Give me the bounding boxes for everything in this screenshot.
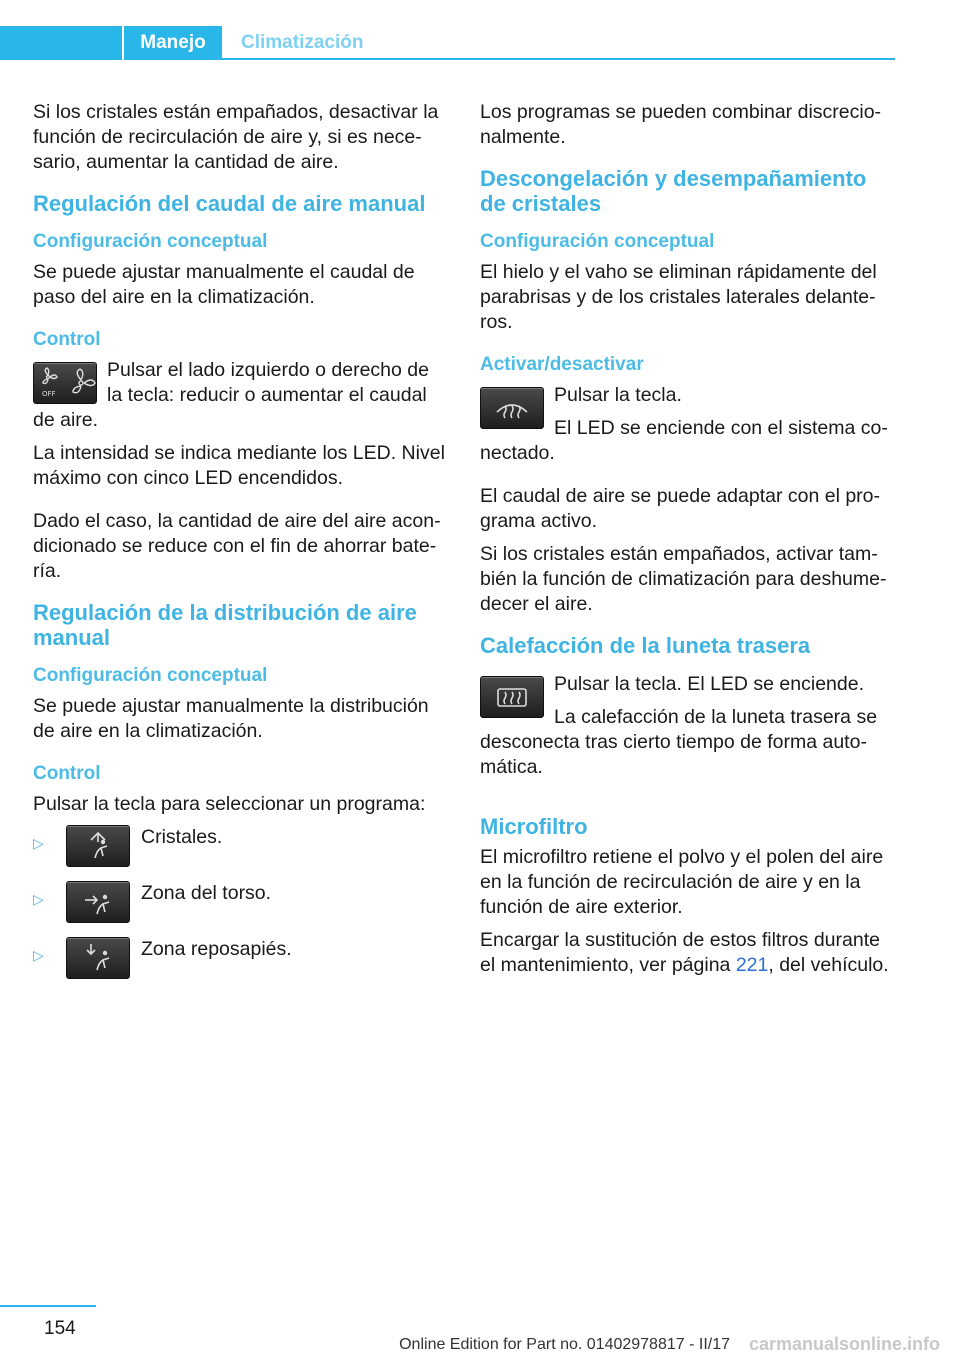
page-number: 154 (44, 1318, 76, 1339)
list-item (33, 881, 448, 937)
paragraph-service (480, 928, 895, 978)
footer-rule (0, 1305, 96, 1307)
header-chapter-tab: Manejo (124, 26, 222, 60)
windshield-defrost-icon (480, 387, 544, 429)
heading-manual-distribution: Regulación de la distribución de aire manual (33, 600, 417, 650)
header-rule (222, 58, 895, 60)
program-list (33, 825, 448, 993)
subheading-control: Control (33, 329, 101, 350)
airflow-torso-icon (66, 881, 130, 923)
program-label: Zona del torso. (141, 882, 272, 904)
paragraph: Se puede ajustar manualmente la distribución de aire en la climatización. (33, 695, 429, 742)
list-item (33, 937, 448, 993)
paragraph: Pulsar la tecla. El LED se enciende. (554, 673, 865, 695)
program-label: Zona reposapiés. (141, 938, 292, 960)
paragraph: Pulsar la tecla. (554, 384, 682, 406)
service-text: Encargar la sustitución de estos filtros durante el mantenimiento, ver página (480, 929, 880, 976)
paragraph: Se puede ajustar manualmente el caudal de paso del aire en la climatización. (33, 261, 415, 308)
paragraph: Los programas se pueden combinar discrecionalmente. (480, 101, 882, 148)
list-item (33, 825, 448, 881)
subheading-concept: Configuración conceptual (33, 665, 268, 686)
watermark: carmanualsonline.info (748, 1334, 940, 1354)
heading-manual-airflow: Regulación del caudal de aire manual (33, 191, 426, 216)
airflow-windshield-icon (66, 825, 130, 867)
right-column (480, 100, 895, 986)
edition-text: Online Edition for Part no. 01402978817 - II/17 (399, 1336, 730, 1353)
header-section-title: Climatización (241, 32, 364, 53)
page-link[interactable]: 221 (735, 954, 769, 976)
subheading-control: Control (33, 763, 101, 784)
service-text: , del vehículo. (768, 954, 889, 976)
paragraph: El caudal de aire se puede adaptar con el programa activo. (480, 485, 881, 532)
paragraph: Pulsar la tecla para seleccionar un programa: (33, 793, 426, 815)
airflow-footwell-icon (66, 937, 130, 979)
bullet-icon: ▷ (33, 947, 44, 963)
subheading-concept: Configuración conceptual (480, 231, 715, 252)
svg-text:OFF: OFF (42, 390, 56, 398)
paragraph: El hielo y el vaho se eliminan rápidamente del parabrisas y de los cristales laterales delanteros. (480, 261, 877, 333)
heading-rear-window-heating: Calefacción de la luneta trasera (480, 633, 811, 658)
bullet-icon: ▷ (33, 835, 44, 851)
paragraph: Pulsar el lado izquierdo o derecho de la tecla: reducir o aumentar el caudal de aire. (33, 359, 429, 431)
bullet-icon: ▷ (33, 891, 44, 907)
paragraph: Si los cristales están empañados, desactivar la función de recirculación de aire y, si es necesario, aumentar la cantidad de aire. (33, 101, 439, 173)
paragraph: La intensidad se indica mediante los LED. Nivel máximo con cinco LED encendidos. (33, 442, 445, 489)
heading-defrost: Descongelación y desempañamiento de cristales (480, 166, 867, 216)
paragraph: Si los cristales están empañados, activar también la función de climatización para deshumedecer el aire. (480, 543, 887, 615)
left-column (33, 100, 448, 993)
header-accent (0, 26, 122, 60)
paragraph: El microfiltro retiene el polvo y el polen del aire en la función de recirculación de aire y en la función de aire exterior. (480, 846, 884, 918)
rear-window-defrost-icon (480, 676, 544, 718)
program-label: Cristales. (141, 826, 223, 848)
subheading-toggle: Activar/desactivar (480, 354, 644, 375)
fan-speed-button-icon (33, 362, 97, 404)
paragraph: El LED se enciende con el sistema conectado. (480, 417, 888, 464)
page-header (0, 26, 895, 60)
heading-microfilter: Microfiltro (480, 814, 588, 839)
subheading-concept: Configuración conceptual (33, 231, 268, 252)
paragraph: La calefacción de la luneta trasera se desconecta tras cierto tiempo de forma automática. (480, 706, 878, 778)
paragraph: Dado el caso, la cantidad de aire del aire acondicionado se reduce con el fin de ahorrar batería. (33, 510, 441, 582)
